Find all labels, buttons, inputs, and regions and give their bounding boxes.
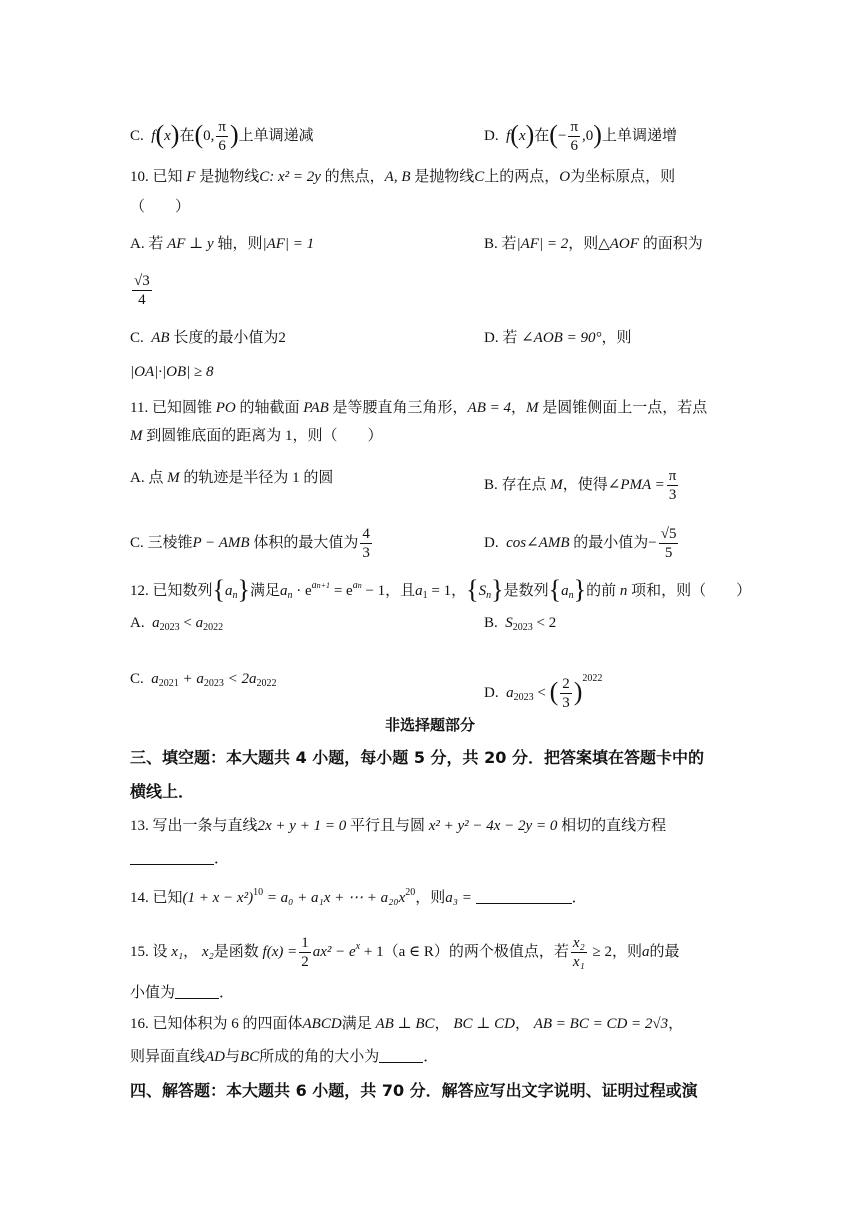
q10-option-c: C. AB 长度的最小值为2	[130, 330, 286, 346]
q11-stem-cont: M 到圆锥底面的距离为 1，则（ ）	[130, 428, 383, 444]
q12-option-d: D. $a_{2023}$ < ( $\frac{2}{3}$ )$^{2022}$	[484, 673, 603, 712]
part2-title: 非选择题部分	[384, 716, 475, 734]
q13: 13. 写出一条与直线2x + y + 1 = 0 平行且与圆 x² + y² − 4x − 2y = 0 相切的直线方程	[130, 818, 667, 834]
q15: 15. 设 x₁， x₂是函数 f(x) = $\frac{1}{2}$ $ax^2 - e^x + 1(a$ ∈ R）的两个极值点，若 $\frac{\text{x₂}}{\text{x₁}}$ ≥ 2，则a的最	[130, 935, 680, 970]
section3-heading: 三、填空题：本大题共 4 小题，每小题 5 分，共 20 分．把答案填在答题卡中的	[130, 748, 704, 767]
q9-option-d: D. f(x)在(− $\frac{\pi}{6}$ ,0)上单调递增	[484, 119, 677, 154]
answer-blank[interactable]	[175, 984, 219, 999]
q10-option-b-value: $\frac{√3}{4}$	[134, 273, 150, 308]
q13-answer-line: ．	[130, 848, 229, 870]
section4-heading: 四、解答题：本大题共 6 小题，共 70 分．解答应写出文字说明、证明过程或演	[130, 1081, 698, 1100]
pi-over-6: $\frac{\pi}{6}$	[218, 119, 226, 154]
q10-option-b: B. 若|AF| = 2，则△AOF 的面积为	[484, 236, 703, 252]
q11-stem: 11. 已知圆锥 PO 的轴截面 PAB 是等腰直角三角形，AB = 4，M 是圆锥侧面上一点，若点	[130, 400, 708, 416]
q10-option-d: D. 若 ∠AOB = 90°，则	[484, 330, 632, 346]
q12-option-c: C. $a_{2021} + a_{2023} < 2a_{2022}$	[130, 671, 277, 689]
q11-option-b: B. 存在点 M，使得∠PMA = $\frac{\pi}{3}$	[484, 468, 677, 503]
q10-paren: （ ）	[130, 199, 191, 215]
q16-cont: 则异面直线AD与BC所成的角的大小为 ．	[130, 1049, 439, 1065]
q11-option-c: C. 三棱锥P − AMB 体积的最大值为 $\frac{4}{3}$	[130, 526, 370, 561]
q12-stem: 12. 已知数列$\{a_n\}$满足$a_n \cdot e^{an+1} = e^{an} - 1$，且$a_1 = 1$，$\{S_n\}$是数列$\{a_n\}$的前 n 项和，则（ ）	[130, 575, 752, 604]
q12-option-b: B. $S_{2023} < 2$	[484, 615, 557, 633]
answer-blank[interactable]	[476, 889, 572, 904]
q15-cont: 小值为 ．	[130, 985, 235, 1001]
q9-option-c: C. f(x)在(0, $\frac{\pi}{6}$ )上单调递减	[130, 119, 314, 154]
q10-option-d-cont: |OA|·|OB| ≥ 8	[130, 364, 214, 380]
q10-option-a: A. 若 AF ⊥ y 轴，则|AF| = 1	[130, 236, 315, 252]
section3-heading-cont: 横线上．	[130, 782, 195, 801]
q11-option-d: D. cos∠AMB 的最小值为− $\frac{√5}{5}$	[484, 526, 677, 561]
q12-option-a: A. $a_{2023} < a_{2022}$	[130, 615, 224, 633]
answer-blank[interactable]	[130, 850, 214, 865]
q14: 14. 已知$(1 + x - x^2)^{10} = a_0 + a_1x$ + ⋯ + $a_{20}x^{20}$，则a₃ = ．	[130, 887, 587, 906]
q10-stem: 10. 已知 F 是抛物线C: x² = 2y 的焦点，A, B 是抛物线C上的两点，O为坐标原点，则	[130, 169, 676, 185]
answer-blank[interactable]	[379, 1048, 423, 1063]
q16: 16. 已知体积为 6 的四面体ABCD满足 AB ⊥ BC， BC ⊥ CD， AB = BC = CD = 2√3，	[130, 1016, 684, 1032]
q11-option-a: A. 点 M 的轨迹是半径为 1 的圆	[130, 470, 334, 486]
